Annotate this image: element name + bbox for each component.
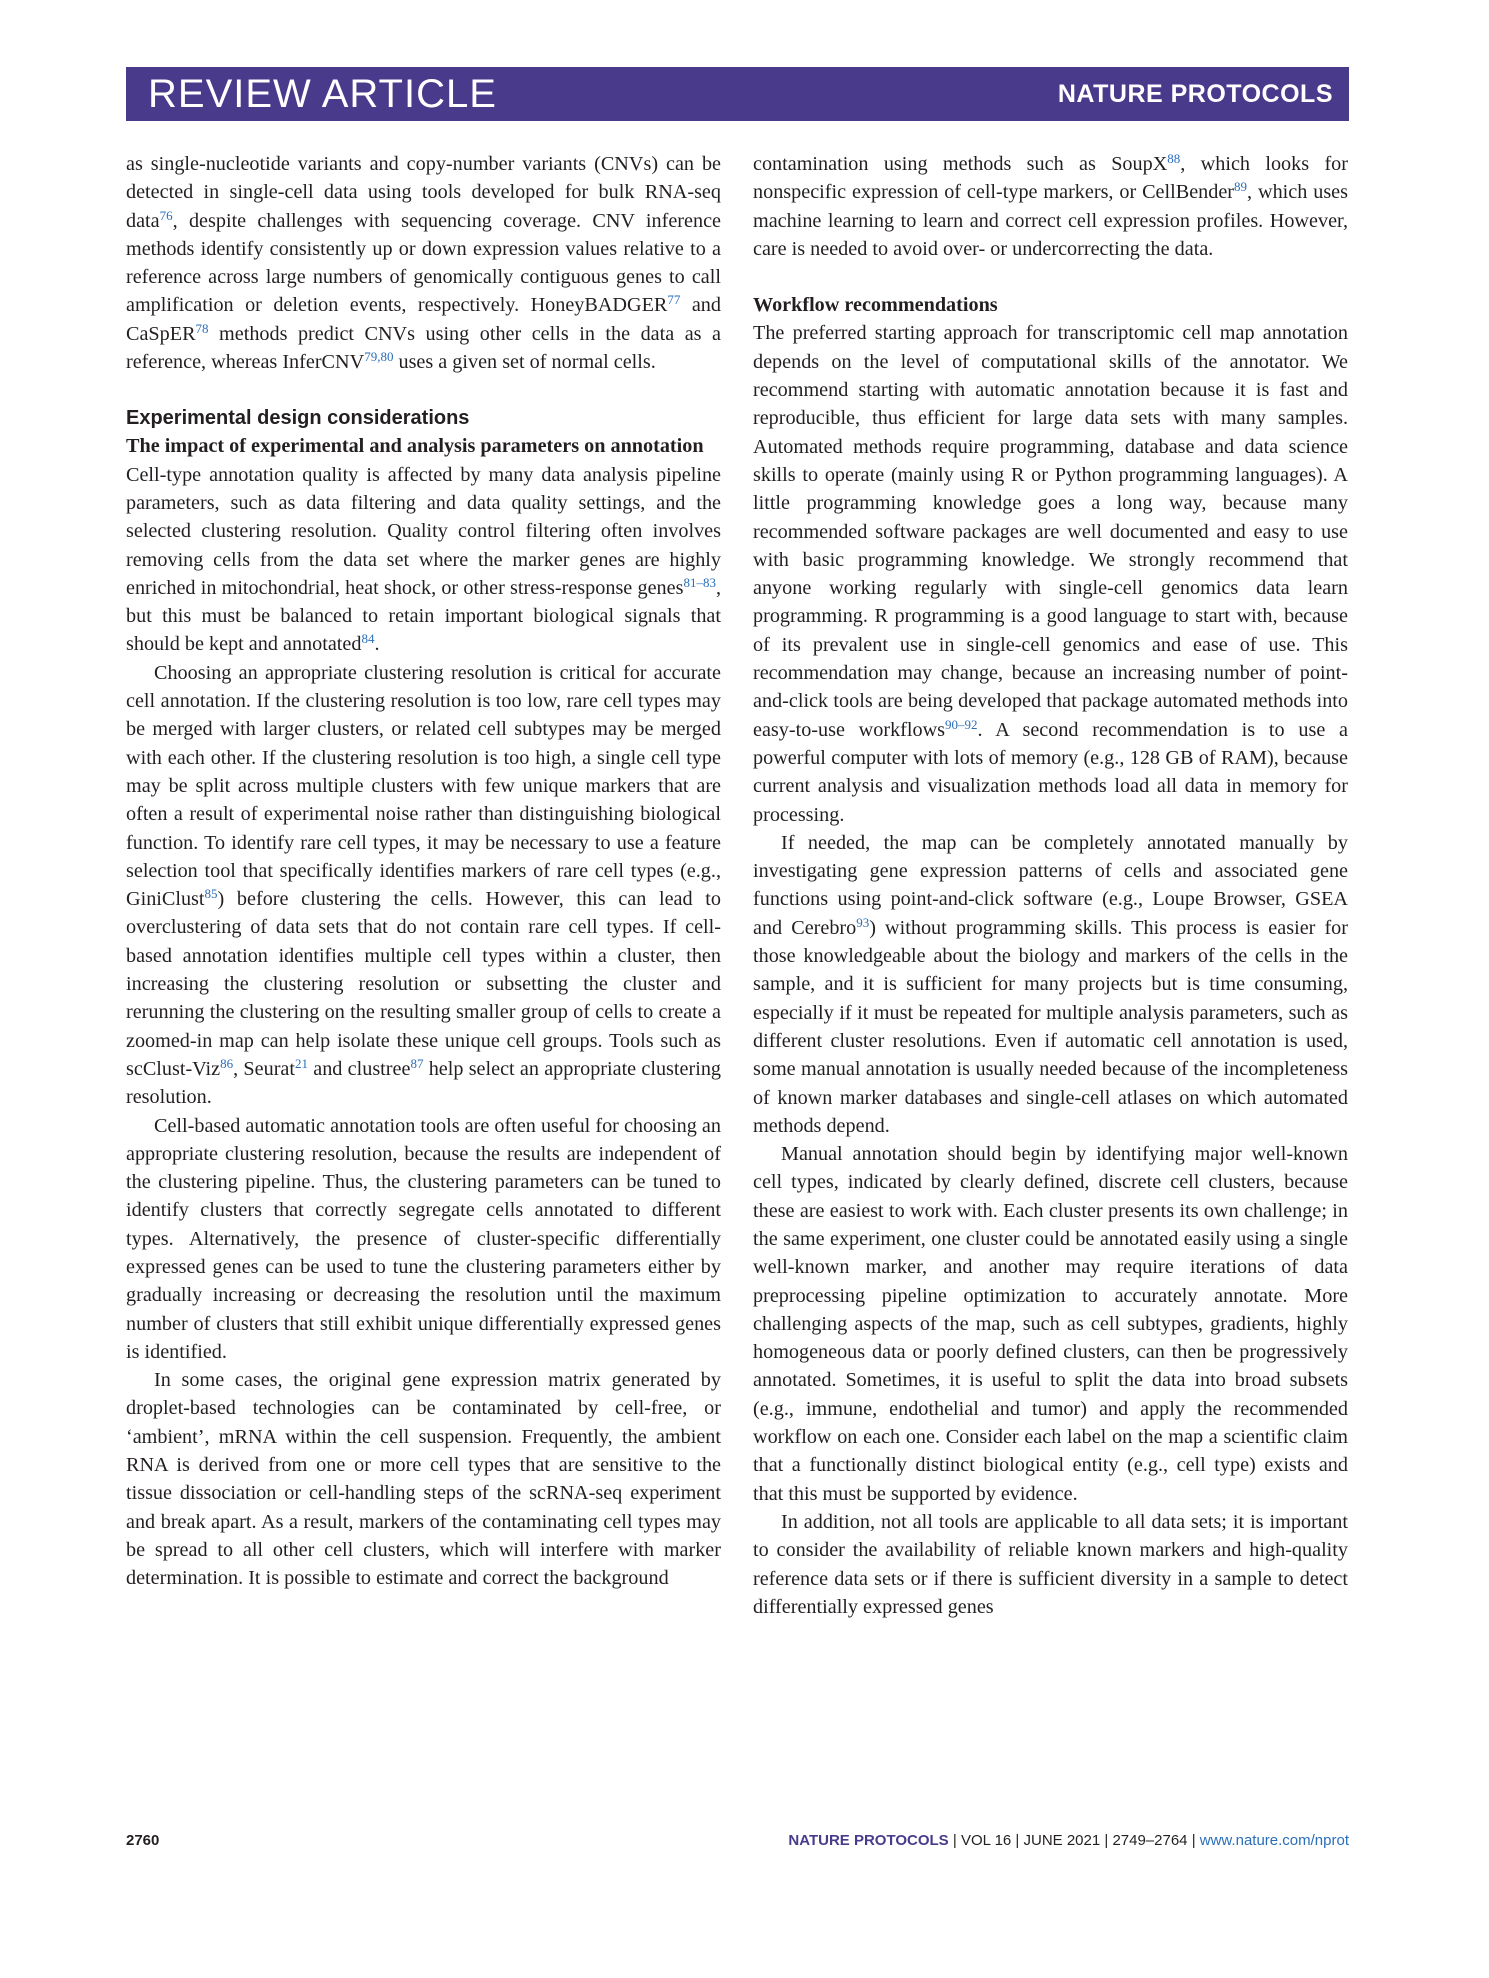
section-heading: Experimental design considerations: [126, 407, 470, 430]
text-run: and clustree: [308, 1057, 411, 1080]
reference-link[interactable]: 84: [361, 631, 375, 647]
text-run: uses a given set of normal cells.: [393, 351, 656, 374]
section-label: REVIEW ARTICLE: [148, 72, 497, 116]
text-run: , Seurat: [233, 1057, 295, 1080]
footer-volume: VOL 16: [960, 1832, 1012, 1849]
header-bar: [126, 67, 1349, 121]
left-column: [126, 150, 721, 1593]
paragraph: In some cases, the original gene expression matrix generated by droplet-based technologies can be contaminated by cell-free, or ‘ambient’, mRNA within the cell suspension. Frequently, the ambient RNA is derived from one or more cell types that are sensitive to the tissue dissociation or cell-handling steps of the scRNA-seq experiment and break apart. As a result, markers of the contaminating cell types may be spread to all other cell clusters, which will interfere with marker determination. It is possible to estimate and correct the background: [126, 1369, 721, 1590]
reference-link[interactable]: 88: [1167, 151, 1181, 166]
text-run: contamination using methods such as SoupX: [753, 153, 1168, 175]
text-run: methods predict CNVs using other cells in the data as a reference, whereas InferCNV: [126, 322, 721, 374]
subsection-heading: The impact of experimental and analysis parameters on annotation: [126, 435, 704, 458]
subsection-heading: Workflow recommendations: [753, 294, 998, 317]
text-run: , which uses machine learning to learn and correct cell expression profiles. However, care is needed to avoid over- or undercorrecting the data.: [753, 181, 1348, 260]
reference-link[interactable]: 86: [220, 1055, 234, 1071]
text-run: , which looks for nonspecific expression of cell-type markers, or CellBender: [753, 153, 1348, 204]
footer-journal: NATURE PROTOCOLS: [788, 1832, 949, 1849]
paragraph: [126, 150, 721, 376]
reference-link[interactable]: 87: [410, 1055, 424, 1071]
reference-link[interactable]: 90–92: [945, 716, 978, 732]
text-run: ) without programming skills. This process is easier for those knowledgeable about the biology and markers of the cells in the sample, and it is sufficient for many projects but is time consuming, especially if it must be repeated for multiple analysis parameters, such as different cluster resolutions. Even if automatic cell annotation is used, some manual annotation is usually needed because of the incompleteness of known marker databases and single-cell atlases on which automated methods depend.: [753, 916, 1348, 1137]
spacer: [753, 263, 1348, 291]
footer-url-link[interactable]: www.nature.com/nprot: [1199, 1832, 1349, 1849]
paragraph: [753, 829, 1348, 1140]
reference-link[interactable]: 89: [1234, 179, 1248, 195]
footer-separator: |: [1100, 1832, 1113, 1849]
paragraph: [126, 461, 721, 659]
footer-citation: [788, 1832, 1349, 1849]
reference-link[interactable]: 21: [295, 1055, 308, 1071]
text-run: help select an appropriate clustering resolution.: [126, 1057, 722, 1109]
reference-link[interactable]: 76: [159, 207, 173, 223]
text-run: Cell-type annotation quality is affected by many data analysis pipeline parameters, such as data filtering and data quality settings, and the selected clustering resolution. Quality control filtering often involves removing cells from the data set where the marker genes are highly enriched in mitochondrial, heat shock, or other stress-response genes: [126, 463, 721, 599]
footer-separator: |: [1187, 1832, 1200, 1849]
text-run: . A second recommendation is to use a powerful computer with lots of memory (e.g., 128 GB of RAM), because current analysis and visualization methods load all data in memory for processing.: [753, 718, 1348, 826]
footer-pages: 2749–2764: [1112, 1832, 1188, 1849]
reference-link[interactable]: 85: [204, 886, 218, 902]
paragraph: [126, 659, 721, 1112]
footer-date: JUNE 2021: [1023, 1832, 1101, 1849]
reference-link[interactable]: 78: [195, 320, 209, 336]
reference-link[interactable]: 93: [856, 914, 870, 930]
paragraph: [753, 319, 1348, 828]
text-run: , despite challenges with sequencing coverage. CNV inference methods identify consistently up or down expression values relative to a reference across large numbers of genomically contiguous genes to call amplification or deletion events, respectively. HoneyBADGER: [126, 209, 721, 317]
paragraph: Manual annotation should begin by identifying major well-known cell types, indicated by clearly defined, discrete cell clusters, because these are easiest to work with. Each cluster presents its own challenge; in the same experiment, one cluster could be annotated easily using a single well-known marker, and another may require iterations of data preprocessing pipeline optimization to accurately annotate. More challenging aspects of the map, such as cell subtypes, gradients, highly homogeneous data or poorly defined clusters, can then be progressively annotated. Sometimes, it is useful to split the data into broad subsets (e.g., immune, endothelial and tumor) and apply the recommended workflow on each one. Consider each label on the map a scientific claim that a functionally distinct biological entity (e.g., cell type) exists and that this must be supported by evidence.: [753, 1143, 1348, 1505]
reference-link[interactable]: 77: [667, 292, 681, 308]
text-run: Choosing an appropriate clustering resolution is critical for accurate cell annotation. If the clustering resolution is too low, rare cell types may be merged with larger clusters, or related cell subtypes may be merged with each other. If the clustering resolution is too high, a single cell type may be split across multiple clusters with few unique markers that are often a result of experimental noise rather than distinguishing biological function. To identify rare cell types, it may be necessary to use a feature selection tool that specifically identifies markers of rare cell types (e.g., GiniClust: [126, 661, 721, 911]
footer-separator: |: [948, 1832, 961, 1849]
reference-link[interactable]: 81–83: [683, 574, 716, 590]
text-run: .: [374, 633, 380, 656]
text-run: The preferred starting approach for transcriptomic cell map annotation depends on the level of computational skills of the annotator. We recommend starting with automatic annotation because it is fast and reproducible, thus efficient for large data sets with many samples. Automated methods require programming, database and data science skills to operate (mainly using R or Python programming languages). A little programming knowledge goes a long way, because many recommended software packages are well documented and easy to use with basic programming knowledge. We strongly recommend that anyone working regularly with single-cell genomics data learn programming. R programming is a good language to start with, because of its prevalent use in single-cell genomics and ease of use. This recommendation may change, because an increasing number of point-and-click tools are being developed that package automated methods into easy-to-use workflows: [753, 322, 1348, 741]
paragraph: In addition, not all tools are applicable to all data sets; it is important to consider the availability of reliable known markers and high-quality reference data sets or if there is sufficient diversity in a sample to detect differentially expressed genes: [753, 1510, 1348, 1618]
journal-label: NATURE PROTOCOLS: [1057, 80, 1333, 108]
text-run: ) before clustering the cells. However, this can lead to overclustering of data sets that do not contain rare cell types. If cell-based annotation identifies multiple cell types within a cluster, then increasing the clustering resolution or subsetting the cluster and rerunning the clustering on the resulting smaller group of cells to create a zoomed-in map can help isolate these unique cell groups. Tools such as scClust-Viz: [126, 888, 721, 1080]
footer-separator: |: [1011, 1832, 1024, 1849]
paragraph: [753, 150, 1348, 263]
text-run: as single-nucleotide variants and copy-number variants (CNVs) can be detected in single-cell data using tools developed for bulk RNA-seq data: [126, 153, 721, 232]
spacer: [126, 376, 721, 404]
page-number: 2760: [126, 1832, 160, 1849]
text-run: If needed, the map can be completely annotated manually by investigating gene expression patterns of cells and associated gene functions using point-and-click software (e.g., Loupe Browser, GSEA and Cerebro: [753, 831, 1348, 939]
text-run: and CaSpER: [126, 294, 721, 345]
text-run: , but this must be balanced to retain important biological signals that should be kept and annotated: [126, 576, 721, 656]
reference-link[interactable]: 79,80: [364, 349, 394, 365]
right-column: [753, 150, 1348, 1621]
paragraph: Cell-based automatic annotation tools are often useful for choosing an appropriate clustering resolution, because the results are independent of the clustering pipeline. Thus, the clustering parameters can be tuned to identify clusters that correctly segregate cells annotated to different types. Alternatively, the presence of cluster-specific differentially expressed genes can be used to tune the clustering parameters either by gradually increasing or decreasing the resolution until the maximum number of clusters that still exhibit unique differentially expressed genes is identified.: [126, 1114, 721, 1363]
